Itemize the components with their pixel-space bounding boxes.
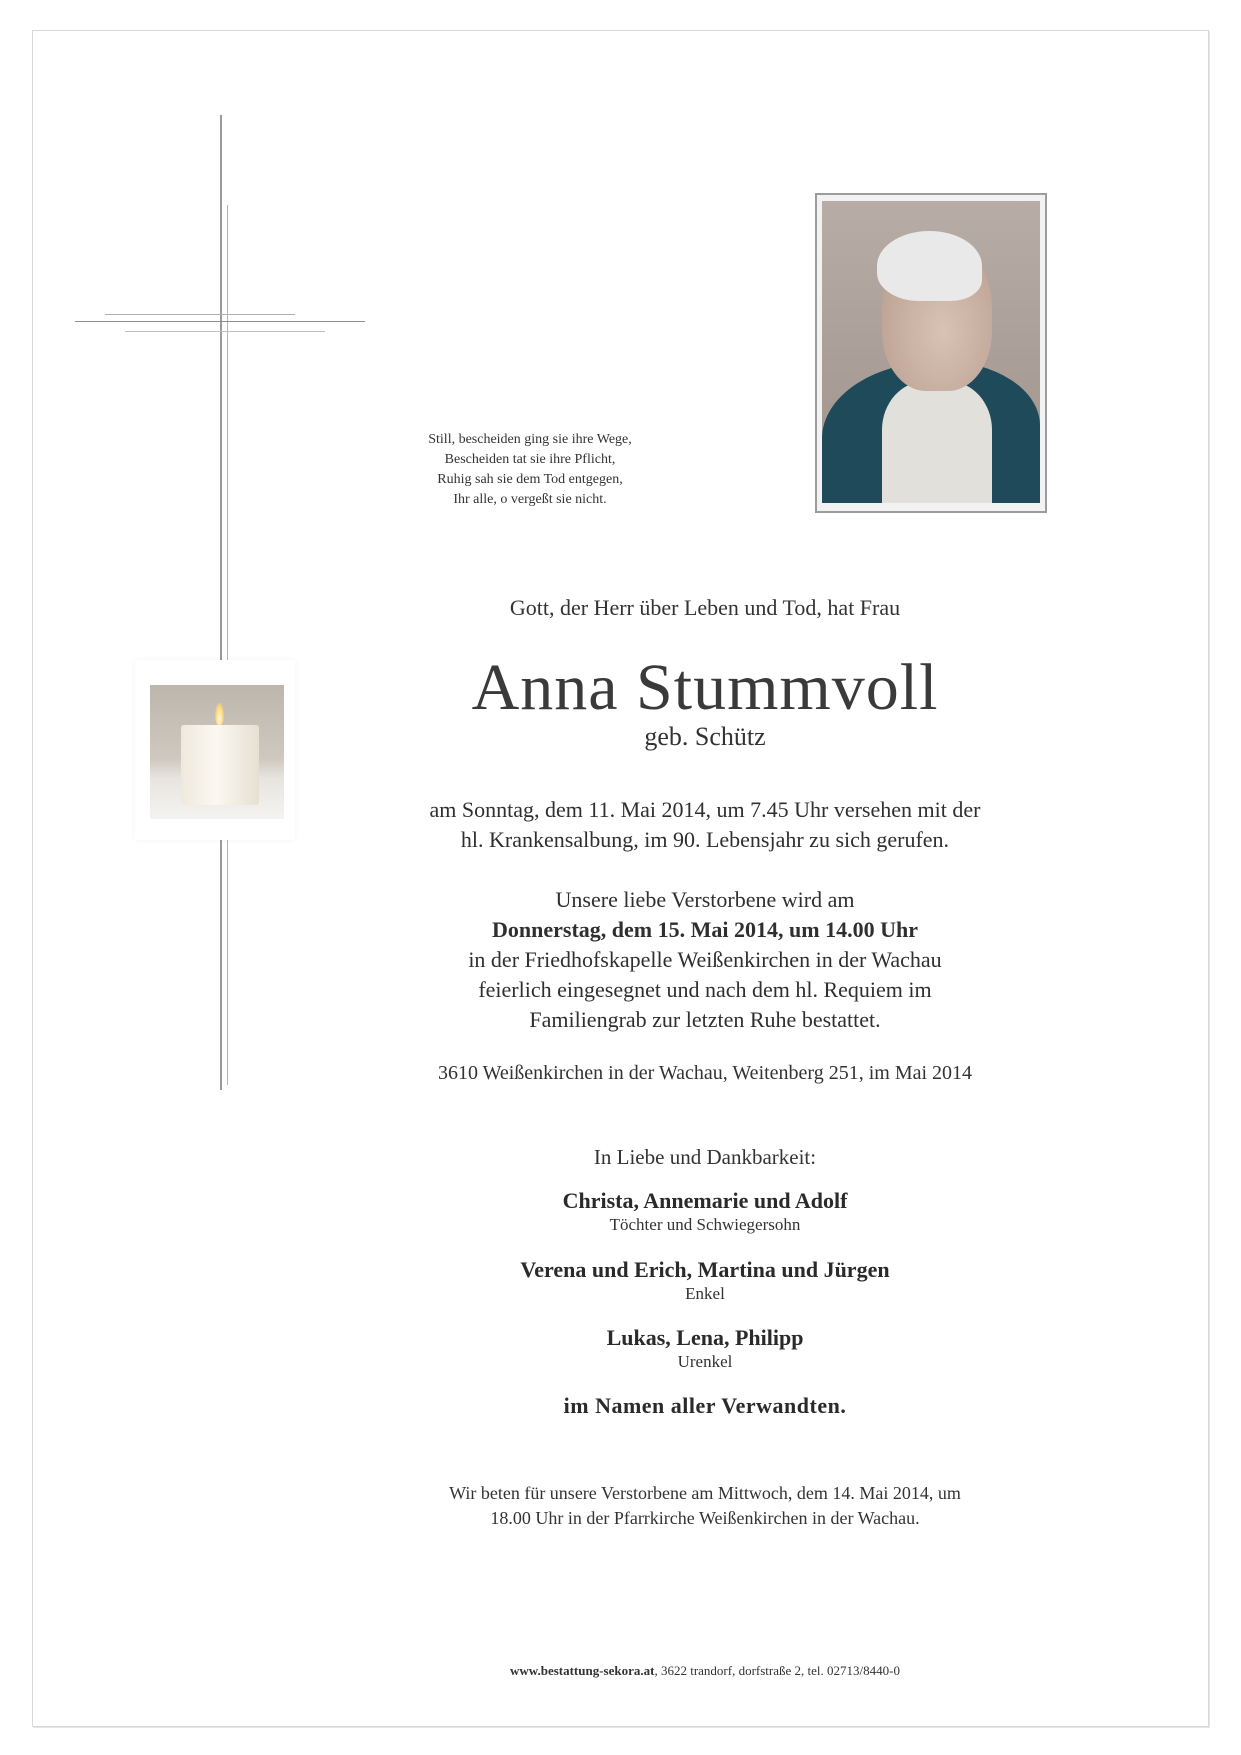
funeral-line: Familiengrab zur letzten Ruhe bestattet.	[529, 1007, 881, 1032]
birth-name: geb. Schütz	[644, 722, 766, 751]
funeral-line: in der Friedhofskapelle Weißenkirchen in der Wachau	[468, 947, 942, 972]
poem-line: Still, bescheiden ging sie ihre Wege,	[428, 432, 632, 447]
footer-contact: , 3622 trandorf, dorfstraße 2, tel. 02713/8440-0	[654, 1663, 900, 1678]
portrait-photo	[815, 193, 1047, 513]
mourner-relation: Urenkel	[677, 1352, 733, 1371]
cross-horizontal-line	[75, 321, 365, 322]
portrait-image	[822, 201, 1040, 503]
death-line: am Sonntag, dem 11. Mai 2014, um 7.45 Uhr versehen mit der	[429, 797, 981, 822]
mourner-names: Lukas, Lena, Philipp	[606, 1325, 804, 1350]
mourner-names: Christa, Annemarie und Adolf	[562, 1188, 848, 1213]
cross-vertical-line	[220, 115, 222, 1090]
mourner-relation: Enkel	[685, 1284, 725, 1303]
prayer-line: Wir beten für unsere Verstorbene am Mittwoch, dem 14. Mai 2014, um	[449, 1483, 961, 1503]
mourner-group	[340, 1257, 1070, 1304]
funeral-date: Donnerstag, dem 15. Mai 2014, um 14.00 Uhr	[492, 917, 918, 942]
closing-line: im Namen aller Verwandten.	[563, 1393, 847, 1418]
cross-vertical-line-inner	[227, 205, 228, 1085]
candle-image	[135, 660, 295, 840]
poem-line: Ihr alle, o vergeßt sie nicht.	[453, 492, 607, 507]
poem-line: Ruhig sah sie dem Tod entgegen,	[437, 472, 623, 487]
candle-icon	[181, 725, 259, 805]
candle-photo	[150, 685, 284, 819]
flame-icon	[215, 703, 224, 725]
notice-intro: Gott, der Herr über Leben und Tod, hat Frau	[509, 595, 901, 620]
cross-horizontal-line-upper	[105, 314, 295, 315]
mourner-group	[340, 1325, 1070, 1372]
address-line: 3610 Weißenkirchen in der Wachau, Weitenberg 251, im Mai 2014	[437, 1062, 973, 1084]
prayer-notice	[340, 1481, 1070, 1531]
funeral-details	[340, 885, 1070, 1035]
poem-line: Bescheiden tat sie ihre Pflicht,	[444, 452, 616, 467]
mourner-group	[340, 1188, 1070, 1235]
cross-horizontal-line-lower	[125, 331, 325, 332]
death-details	[340, 795, 1070, 855]
mourner-relation: Töchter und Schwiegersohn	[609, 1215, 801, 1234]
funeral-intro: Unsere liebe Verstorbene wird am	[555, 887, 855, 912]
footer	[340, 1663, 1070, 1679]
deceased-name: Anna Stummvoll	[471, 651, 939, 724]
memorial-poem	[380, 430, 680, 510]
mourner-names: Verena und Erich, Martina und Jürgen	[520, 1257, 890, 1282]
mourners-heading: In Liebe und Dankbarkeit:	[593, 1145, 817, 1169]
prayer-line: 18.00 Uhr in der Pfarrkirche Weißenkirchen in der Wachau.	[490, 1508, 920, 1528]
footer-url: www.bestattung-sekora.at	[510, 1663, 655, 1678]
death-line: hl. Krankensalbung, im 90. Lebensjahr zu sich gerufen.	[460, 827, 950, 852]
funeral-line: feierlich eingesegnet und nach dem hl. Requiem im	[478, 977, 932, 1002]
